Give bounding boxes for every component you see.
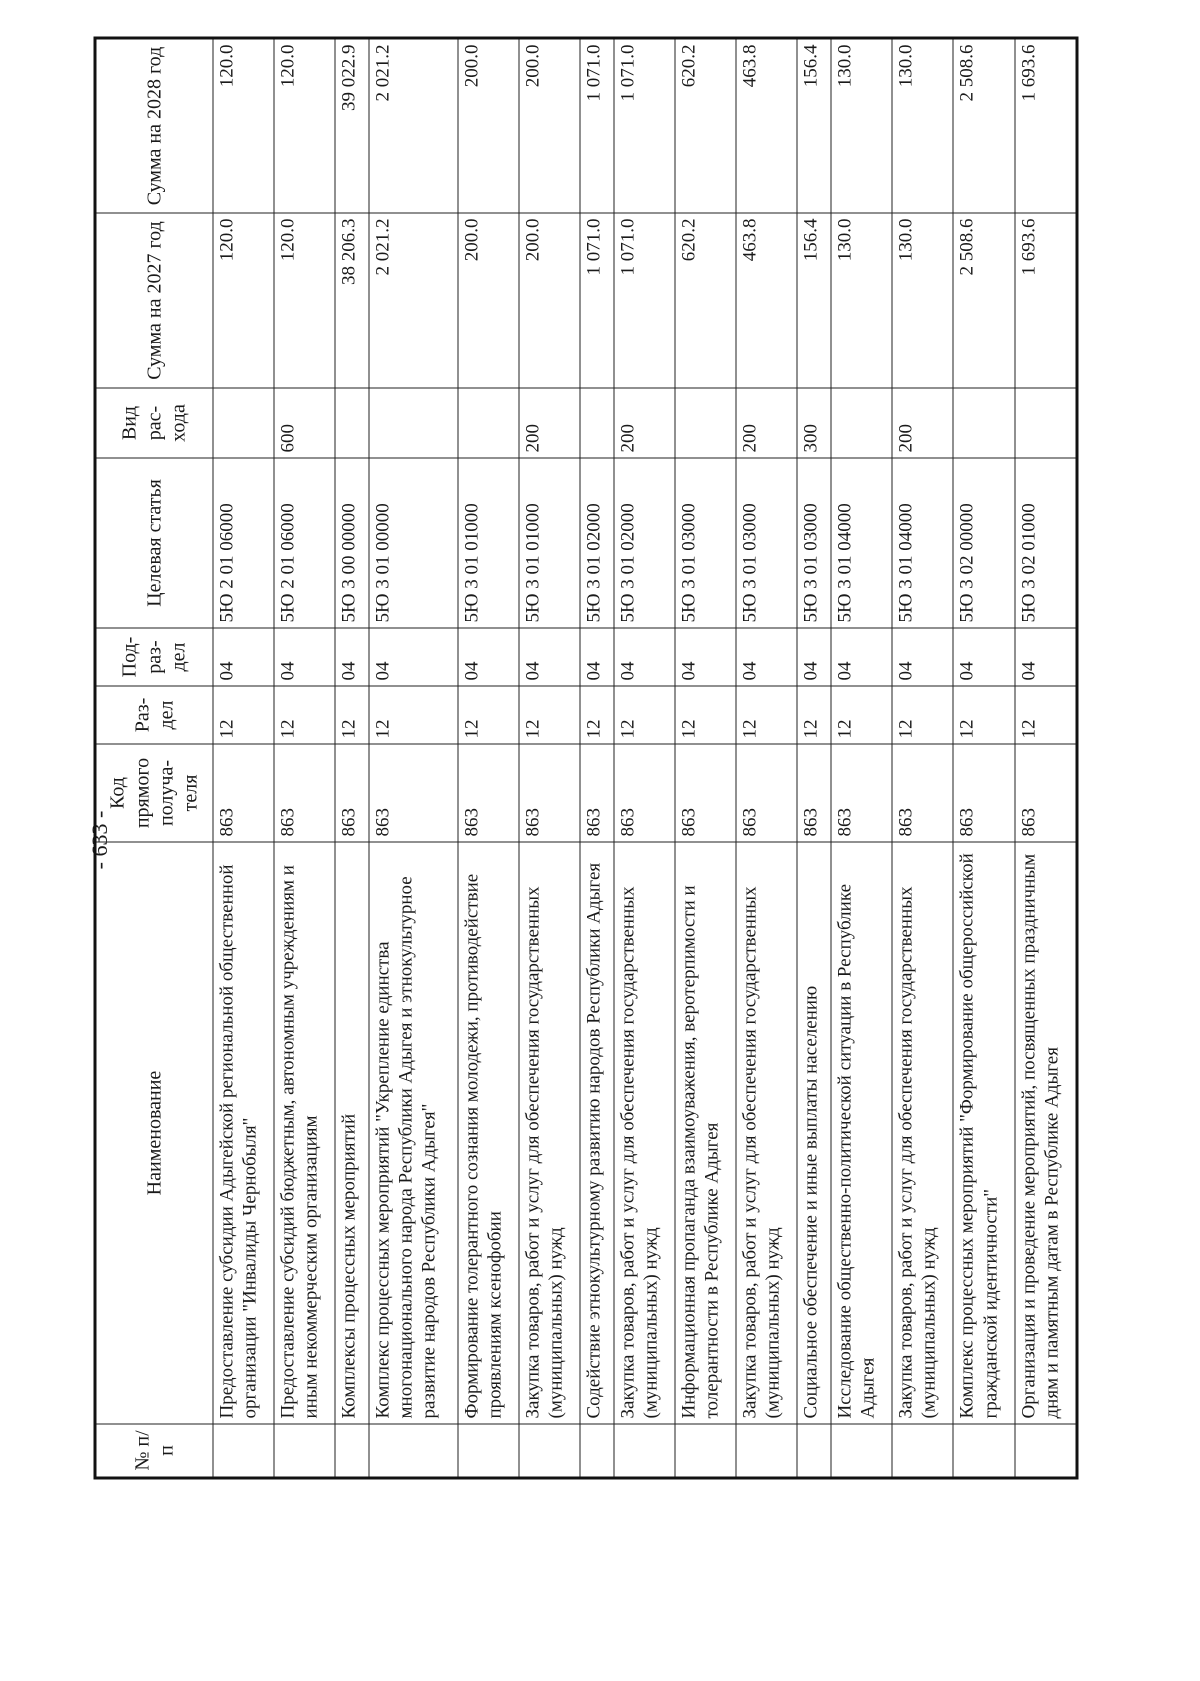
column-header-target-article: Целевая статья xyxy=(95,458,213,628)
row-subsection-cell: 04 xyxy=(274,628,335,686)
page-number: - 633 - xyxy=(87,810,112,870)
row-name-cell: Организация и проведение мероприятий, посвященных праздничным дням и памятным датам в Республике Адыгея xyxy=(1015,842,1077,1424)
row-recipient-code-cell: 863 xyxy=(458,744,519,842)
row-name-cell: Комплекс процессных мероприятий "Укрепление единства многонационального народа Республики Адыгея и этнокультурное развитие народов Республики Адыгея" xyxy=(369,842,458,1424)
row-expense-type-cell xyxy=(675,388,736,458)
row-sum-2027-cell: 1 693.6 xyxy=(1015,213,1077,388)
row-subsection-cell: 04 xyxy=(892,628,953,686)
row-sum-2028-cell: 39 022.9 xyxy=(335,38,369,213)
table-row xyxy=(274,38,335,1478)
row-sum-2027-cell: 1 071.0 xyxy=(614,213,675,388)
row-sum-2028-cell: 120.0 xyxy=(274,38,335,213)
row-section-cell: 12 xyxy=(614,686,675,744)
row-recipient-code-cell: 863 xyxy=(797,744,831,842)
row-number-cell xyxy=(892,1424,953,1478)
row-sum-2027-cell: 120.0 xyxy=(213,213,274,388)
row-name-cell: Содействие этнокультурному развитию народов Республики Адыгея xyxy=(580,842,614,1424)
row-section-cell: 12 xyxy=(213,686,274,744)
row-name-cell: Предоставление субсидий бюджетным, автономным учреждениям и иным некоммерческим организациям xyxy=(274,842,335,1424)
row-sum-2028-cell: 130.0 xyxy=(892,38,953,213)
row-sum-2027-cell: 2 508.6 xyxy=(953,213,1014,388)
row-name-cell: Комплекс процессных мероприятий "Формирование общероссийской гражданской идентичности" xyxy=(953,842,1014,1424)
row-number-cell xyxy=(1015,1424,1077,1478)
column-header-recipient-code: Код прямого получа-теля xyxy=(95,744,213,842)
row-sum-2027-cell: 2 021.2 xyxy=(369,213,458,388)
row-recipient-code-cell: 863 xyxy=(580,744,614,842)
row-subsection-cell: 04 xyxy=(831,628,892,686)
row-name-cell: Закупка товаров, работ и услуг для обеспечения государственных (муниципальных) нужд xyxy=(736,842,797,1424)
row-recipient-code-cell: 863 xyxy=(675,744,736,842)
row-sum-2027-cell: 463.8 xyxy=(736,213,797,388)
row-target-article-cell: 5Ю 3 01 00000 xyxy=(369,458,458,628)
row-target-article-cell: 5Ю 3 01 03000 xyxy=(736,458,797,628)
row-target-article-cell: 5Ю 3 01 04000 xyxy=(831,458,892,628)
row-expense-type-cell: 300 xyxy=(797,388,831,458)
row-target-article-cell: 5Ю 3 01 02000 xyxy=(580,458,614,628)
row-sum-2028-cell: 463.8 xyxy=(736,38,797,213)
row-expense-type-cell: 200 xyxy=(614,388,675,458)
row-expense-type-cell xyxy=(458,388,519,458)
row-recipient-code-cell: 863 xyxy=(831,744,892,842)
row-expense-type-cell xyxy=(335,388,369,458)
row-subsection-cell: 04 xyxy=(736,628,797,686)
row-target-article-cell: 5Ю 2 01 06000 xyxy=(213,458,274,628)
row-sum-2028-cell: 1 693.6 xyxy=(1015,38,1077,213)
row-recipient-code-cell: 863 xyxy=(953,744,1014,842)
row-subsection-cell: 04 xyxy=(369,628,458,686)
row-number-cell xyxy=(614,1424,675,1478)
row-subsection-cell: 04 xyxy=(213,628,274,686)
row-section-cell: 12 xyxy=(580,686,614,744)
row-target-article-cell: 5Ю 3 01 03000 xyxy=(797,458,831,628)
row-sum-2028-cell: 2 021.2 xyxy=(369,38,458,213)
table-row xyxy=(369,38,458,1478)
row-section-cell: 12 xyxy=(953,686,1014,744)
row-sum-2027-cell: 130.0 xyxy=(892,213,953,388)
row-section-cell: 12 xyxy=(675,686,736,744)
row-number-cell xyxy=(675,1424,736,1478)
row-name-cell: Закупка товаров, работ и услуг для обеспечения государственных (муниципальных) нужд xyxy=(892,842,953,1424)
row-recipient-code-cell: 863 xyxy=(335,744,369,842)
row-section-cell: 12 xyxy=(274,686,335,744)
column-header-no: № п/п xyxy=(95,1424,213,1478)
row-name-cell: Закупка товаров, работ и услуг для обеспечения государственных (муниципальных) нужд xyxy=(614,842,675,1424)
row-expense-type-cell xyxy=(953,388,1014,458)
table-row xyxy=(335,38,369,1478)
row-sum-2028-cell: 200.0 xyxy=(519,38,580,213)
row-section-cell: 12 xyxy=(797,686,831,744)
row-sum-2028-cell: 120.0 xyxy=(213,38,274,213)
table-header-row xyxy=(95,38,213,1478)
row-subsection-cell: 04 xyxy=(797,628,831,686)
row-section-cell: 12 xyxy=(831,686,892,744)
row-target-article-cell: 5Ю 3 01 04000 xyxy=(892,458,953,628)
row-target-article-cell: 5Ю 3 02 00000 xyxy=(953,458,1014,628)
row-name-cell: Предоставление субсидии Адыгейской региональной общественной организации "Инвалиды Чернобыля" xyxy=(213,842,274,1424)
row-recipient-code-cell: 863 xyxy=(519,744,580,842)
row-recipient-code-cell: 863 xyxy=(736,744,797,842)
row-target-article-cell: 5Ю 3 01 02000 xyxy=(614,458,675,628)
row-recipient-code-cell: 863 xyxy=(1015,744,1077,842)
table-row xyxy=(675,38,736,1478)
row-sum-2027-cell: 200.0 xyxy=(519,213,580,388)
row-subsection-cell: 04 xyxy=(335,628,369,686)
row-number-cell xyxy=(335,1424,369,1478)
row-sum-2027-cell: 620.2 xyxy=(675,213,736,388)
table-row xyxy=(831,38,892,1478)
row-target-article-cell: 5Ю 3 01 01000 xyxy=(519,458,580,628)
row-expense-type-cell xyxy=(213,388,274,458)
row-subsection-cell: 04 xyxy=(675,628,736,686)
row-number-cell xyxy=(580,1424,614,1478)
table-row xyxy=(953,38,1014,1478)
row-recipient-code-cell: 863 xyxy=(614,744,675,842)
row-number-cell xyxy=(274,1424,335,1478)
table-row xyxy=(1015,38,1077,1478)
row-section-cell: 12 xyxy=(369,686,458,744)
row-recipient-code-cell: 863 xyxy=(274,744,335,842)
row-section-cell: 12 xyxy=(1015,686,1077,744)
row-sum-2028-cell: 156.4 xyxy=(797,38,831,213)
row-name-cell: Формирование толерантного сознания молодежи, противодействие проявлениям ксенофобии xyxy=(458,842,519,1424)
row-expense-type-cell: 200 xyxy=(519,388,580,458)
column-header-sum-2027: Сумма на 2027 год xyxy=(95,213,213,388)
row-sum-2028-cell: 1 071.0 xyxy=(580,38,614,213)
row-sum-2027-cell: 130.0 xyxy=(831,213,892,388)
row-sum-2028-cell: 200.0 xyxy=(458,38,519,213)
row-name-cell: Закупка товаров, работ и услуг для обеспечения государственных (муниципальных) нужд xyxy=(519,842,580,1424)
row-sum-2027-cell: 38 206.3 xyxy=(335,213,369,388)
row-target-article-cell: 5Ю 3 01 01000 xyxy=(458,458,519,628)
column-header-sum-2028: Сумма на 2028 год xyxy=(95,38,213,213)
row-number-cell xyxy=(953,1424,1014,1478)
row-expense-type-cell xyxy=(580,388,614,458)
row-expense-type-cell: 600 xyxy=(274,388,335,458)
row-number-cell xyxy=(458,1424,519,1478)
row-sum-2028-cell: 2 508.6 xyxy=(953,38,1014,213)
row-expense-type-cell xyxy=(1015,388,1077,458)
row-section-cell: 12 xyxy=(736,686,797,744)
row-recipient-code-cell: 863 xyxy=(892,744,953,842)
row-number-cell xyxy=(213,1424,274,1478)
table-row xyxy=(614,38,675,1478)
row-subsection-cell: 04 xyxy=(614,628,675,686)
row-expense-type-cell: 200 xyxy=(892,388,953,458)
row-name-cell: Исследование общественно-политической ситуации в Республике Адыгея xyxy=(831,842,892,1424)
row-expense-type-cell xyxy=(369,388,458,458)
table-row xyxy=(519,38,580,1478)
row-section-cell: 12 xyxy=(519,686,580,744)
budget-table xyxy=(94,37,1079,1480)
row-target-article-cell: 5Ю 3 01 03000 xyxy=(675,458,736,628)
row-sum-2028-cell: 1 071.0 xyxy=(614,38,675,213)
row-target-article-cell: 5Ю 2 01 06000 xyxy=(274,458,335,628)
row-number-cell xyxy=(831,1424,892,1478)
row-expense-type-cell xyxy=(831,388,892,458)
row-number-cell xyxy=(519,1424,580,1478)
row-number-cell xyxy=(369,1424,458,1478)
table-row xyxy=(797,38,831,1478)
column-header-subsection: Под-раз-дел xyxy=(95,628,213,686)
table-row xyxy=(213,38,274,1478)
column-header-section: Раз-дел xyxy=(95,686,213,744)
row-sum-2027-cell: 156.4 xyxy=(797,213,831,388)
table-row xyxy=(458,38,519,1478)
row-section-cell: 12 xyxy=(892,686,953,744)
row-recipient-code-cell: 863 xyxy=(213,744,274,842)
row-section-cell: 12 xyxy=(458,686,519,744)
row-subsection-cell: 04 xyxy=(1015,628,1077,686)
row-name-cell: Комплексы процессных мероприятий xyxy=(335,842,369,1424)
row-sum-2027-cell: 200.0 xyxy=(458,213,519,388)
row-number-cell xyxy=(736,1424,797,1478)
table-row xyxy=(736,38,797,1478)
column-header-name: Наименование xyxy=(95,842,213,1424)
table-row xyxy=(580,38,614,1478)
row-subsection-cell: 04 xyxy=(953,628,1014,686)
table-row xyxy=(892,38,953,1478)
row-number-cell xyxy=(797,1424,831,1478)
row-target-article-cell: 5Ю 3 02 01000 xyxy=(1015,458,1077,628)
row-expense-type-cell: 200 xyxy=(736,388,797,458)
row-target-article-cell: 5Ю 3 00 00000 xyxy=(335,458,369,628)
column-header-expense-type: Вид рас-хода xyxy=(95,388,213,458)
row-name-cell: Социальное обеспечение и иные выплаты населению xyxy=(797,842,831,1424)
table-body xyxy=(213,38,1077,1478)
row-subsection-cell: 04 xyxy=(458,628,519,686)
row-sum-2028-cell: 130.0 xyxy=(831,38,892,213)
row-sum-2027-cell: 120.0 xyxy=(274,213,335,388)
row-name-cell: Информационная пропаганда взаимоуважения, веротерпимости и толерантности в Республике Адыгея xyxy=(675,842,736,1424)
rotated-page-content xyxy=(94,40,1079,1480)
row-sum-2028-cell: 620.2 xyxy=(675,38,736,213)
row-sum-2027-cell: 1 071.0 xyxy=(580,213,614,388)
row-subsection-cell: 04 xyxy=(580,628,614,686)
row-subsection-cell: 04 xyxy=(519,628,580,686)
row-recipient-code-cell: 863 xyxy=(369,744,458,842)
row-section-cell: 12 xyxy=(335,686,369,744)
